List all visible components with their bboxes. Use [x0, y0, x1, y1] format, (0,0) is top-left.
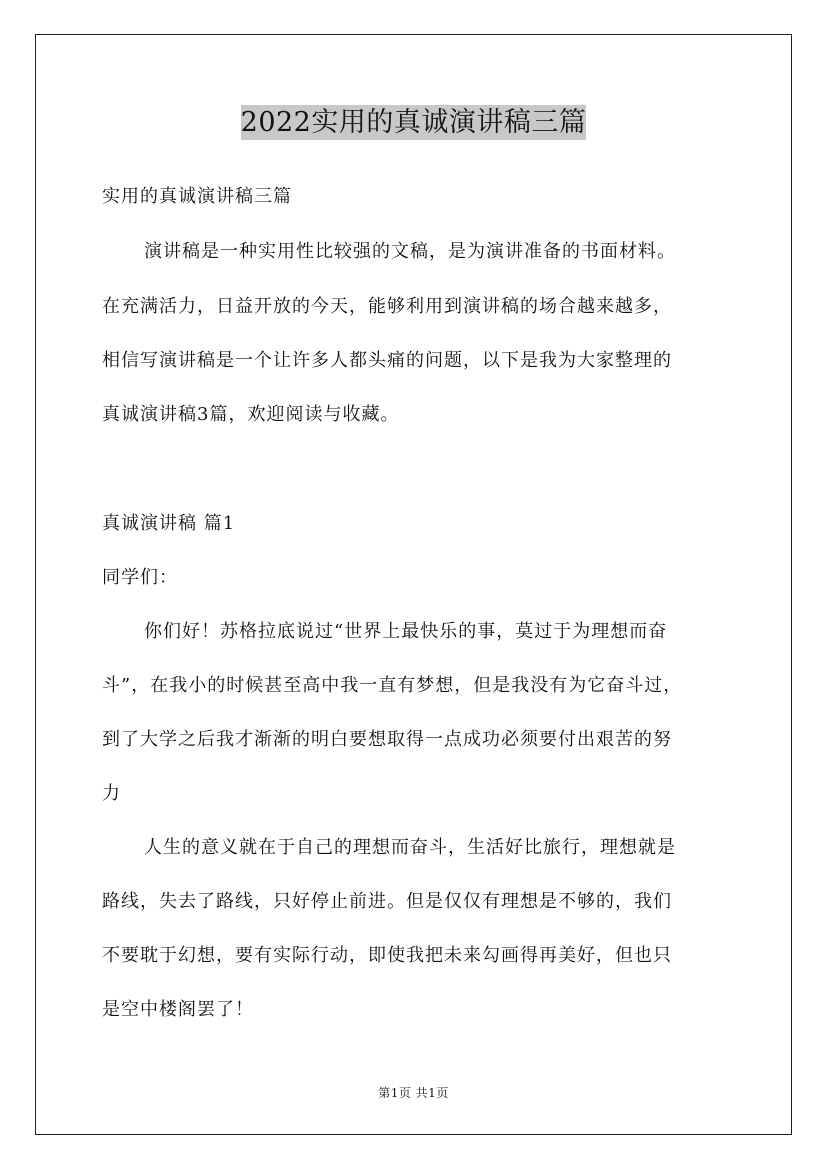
intro-line: 在充满活力，日益开放的今天，能够利用到演讲稿的场合越来越多， [102, 296, 672, 317]
paragraph-line: 不要耽于幻想，要有实际行动，即使我把未来勾画得再美好，但也只 [102, 945, 672, 966]
page-footer: 第1页 共1页 [378, 1086, 449, 1100]
document-title-block [0, 100, 827, 139]
paragraph-line: 斗”，在我小的时候甚至高中我一直有梦想，但是我没有为它奋斗过， [102, 675, 683, 696]
paragraph-line: 你们好！苏格拉底说过“世界上最快乐的事，莫过于为理想而奋 [144, 621, 668, 642]
intro-line: 真诚演讲稿3篇，欢迎阅读与收藏。 [102, 404, 400, 425]
intro-line: 相信写演讲稿是一个让许多人都头痛的问题，以下是我为大家整理的 [102, 350, 672, 371]
document-subtitle: 实用的真诚演讲稿三篇 [102, 186, 292, 207]
document-title: 2022实用的真诚演讲稿三篇 [240, 107, 587, 138]
paragraph-line: 到了大学之后我才渐渐的明白要想取得一点成功必须要付出艰苦的努 [102, 729, 672, 750]
intro-line: 演讲稿是一种实用性比较强的文稿，是为演讲准备的书面材料。 [144, 241, 676, 262]
paragraph-line: 是空中楼阁罢了！ [102, 999, 254, 1020]
paragraph-line: 力 [102, 783, 121, 804]
paragraph-line: 人生的意义就在于自己的理想而奋斗，生活好比旅行，理想就是 [144, 837, 676, 858]
salutation: 同学们： [102, 567, 178, 588]
paragraph-line: 路线，失去了路线，只好停止前进。但是仅仅有理想是不够的，我们 [102, 891, 672, 912]
section-heading: 真诚演讲稿 篇1 [102, 513, 236, 534]
